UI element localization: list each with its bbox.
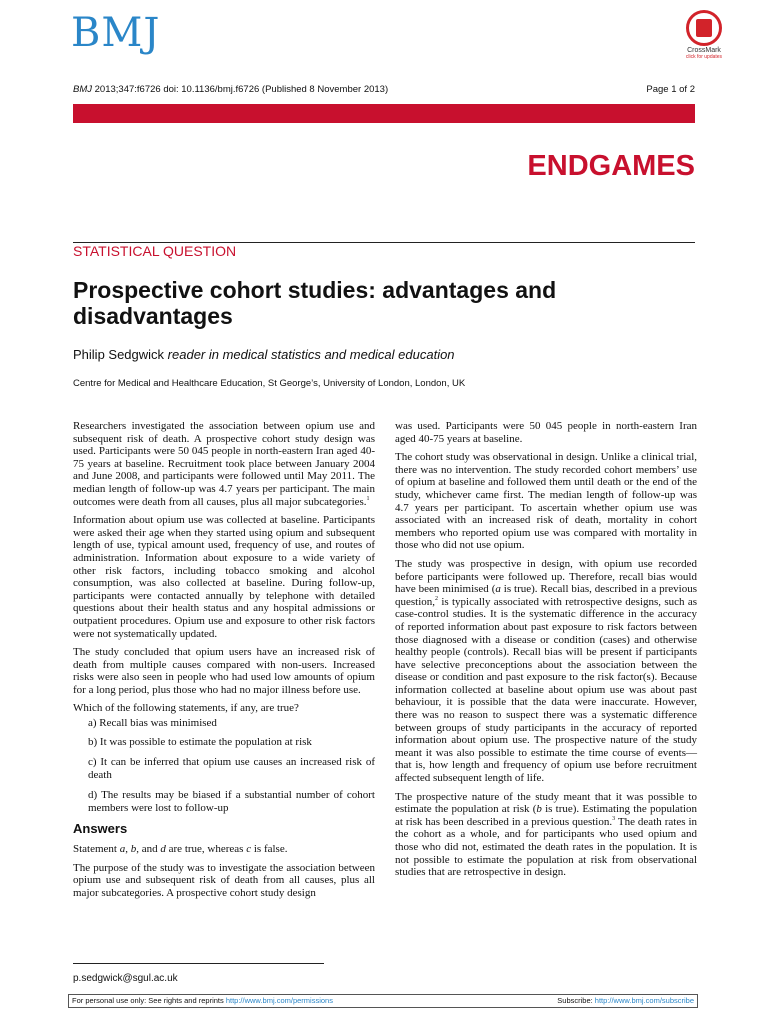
footer-subscribe: Subscribe: http://www.bmj.com/subscribe: [557, 996, 694, 1005]
reference-marker: 2: [435, 595, 439, 602]
red-banner: [73, 104, 695, 123]
paragraph: Information about opium use was collected at baseline. Participants were asked their age when they started using opium and subsequent length of use, typical amount used, frequency of use, and routes of administration. Information about exposure to a wide variety of other risk factors, including tobacco smoking and alcohol consumption, was also collected at baseline. During follow-up, participants were contacted annually by telephone with detailed questions about their health status and any hospital admissions or outpatient procedures. Opium use and exposure to other risk factors were not systematically updated.: [73, 514, 375, 640]
option-c: c) It can be inferred that opium use causes an increased risk of death: [88, 756, 375, 781]
subscribe-link[interactable]: http://www.bmj.com/subscribe: [594, 996, 694, 1005]
affiliation: Centre for Medical and Healthcare Education, St George’s, University of London, London, UK: [73, 378, 466, 389]
right-column: [395, 420, 697, 885]
footer-permissions: For personal use only: See rights and reprints http://www.bmj.com/permissions: [72, 996, 333, 1005]
bmj-logo: BMJ: [71, 10, 161, 56]
page-number: Page 1 of 2: [646, 84, 695, 95]
paragraph: Researchers investigated the association between opium use and subsequent risk of death. A prospective cohort study design was used. Participants were 50 045 people in north-eastern Iran aged 40-75 years at baseline. Recruitment took place between January 2004 and June 2008, and participants were followed until May 2011. The median length of follow-up was 4.7 years per participant. The main outcomes were death from all causes, plus all major subcategories.$^1$: [73, 420, 375, 508]
crossmark-label: CrossMark: [687, 47, 721, 54]
answers-heading: Answers: [73, 820, 128, 836]
reference-marker: 1: [366, 495, 370, 502]
section-title: ENDGAMES: [527, 150, 695, 182]
answer-summary: Statement a, b, and d are true, whereas c is false.: [73, 843, 288, 856]
paragraph: The study was prospective in design, with opium use recorded before participants were followed up. Therefore, recall bias would have been minimised (a is true). Recall bias, described in a previous question,$^2$ is typically associated with retrospective designs, such as case-control studies. It is the systematic difference in the accuracy of reported information about past exposure to risk factors between those diagnosed with a disease or condition (cases) and otherwise healthy people (controls). Recall bias will be present if participants have selective preconceptions about the association between the disease or condition and past exposure to the risk factor(s). Because information collected at baseline about opium use was about past behaviour, it is possible that the data were inaccurate. However, there was no reason to suspect there was a systematic difference between groups of study participants in the accuracy of reported information about opium use. The prospective nature of the study meant it was also possible to estimate the time course of events—that is, how length and frequency of opium use before recruitment affected subsequent length of life.: [395, 557, 697, 785]
option-a: a) Recall bias was minimised: [88, 717, 217, 730]
paragraph: The study concluded that opium users have an increased risk of death from multiple causes compared with non-users. Increased risks were also seen in people who had used low amounts of opium for a long period, plus those who had no major illness before use.: [73, 646, 375, 696]
paragraph: The prospective nature of the study meant that it was possible to estimate the population at risk (b is true). Estimating the population at risk has been described in a previous question.$^3$ The death rates in the cohort as a whole, and for participants who used opium and those who did not, estimated the death rates in the population. It is not possible to estimate the population at risk from observational studies that are retrospective in design.: [395, 790, 698, 879]
footnote-rule: [73, 963, 324, 964]
reference-marker: 3: [612, 815, 616, 822]
option-b: b) It was possible to estimate the population at risk: [88, 735, 312, 748]
author-email[interactable]: p.sedgwick@sgul.ac.uk: [73, 973, 178, 984]
crossmark-sub: click for updates: [685, 54, 723, 60]
article-title: Prospective cohort studies: advantages and disadvantages: [73, 277, 557, 329]
paragraph: The cohort study was observational in design. Unlike a clinical trial, there was no intervention. The study recorded cohort members’ use of opium at baseline and followed them until death or the end of the study, whichever came first. The median length of follow-up was 4.7 years per participant. To ascertain whether opium use was associated with an increased risk of death, mortality in cohort members who reported opium use was compared with mortality in those who did not use opium.: [395, 451, 697, 552]
author-line: [73, 347, 455, 362]
citation-details: 2013;347:f6726 doi: 10.1136/bmj.f6726 (Published 8 November 2013): [92, 84, 389, 95]
crossmark-icon: [686, 10, 722, 46]
author-role: reader in medical statistics and medical education: [167, 347, 455, 362]
citation-line: [73, 84, 388, 95]
author-name: Philip Sedgwick: [73, 347, 165, 362]
paragraph: The purpose of the study was to investigate the association between opium use and subsequent risk of death from all causes, plus all major subcategories. A prospective cohort study design: [73, 861, 375, 899]
question-text: Which of the following statements, if any, are true?: [73, 702, 299, 715]
paragraph: was used. Participants were 50 045 people in north-eastern Iran aged 40-75 years at baseline.: [395, 420, 697, 445]
category-rule: [73, 242, 695, 243]
option-d: d) The results may be biased if a substantial number of cohort members were lost to follow-up: [88, 789, 375, 815]
footer-bar: [68, 994, 698, 1008]
left-column: [73, 420, 375, 906]
article-category: STATISTICAL QUESTION: [73, 243, 237, 259]
permissions-link[interactable]: http://www.bmj.com/permissions: [225, 996, 333, 1005]
crossmark-badge[interactable]: [684, 10, 724, 60]
journal-name: BMJ: [73, 84, 92, 95]
